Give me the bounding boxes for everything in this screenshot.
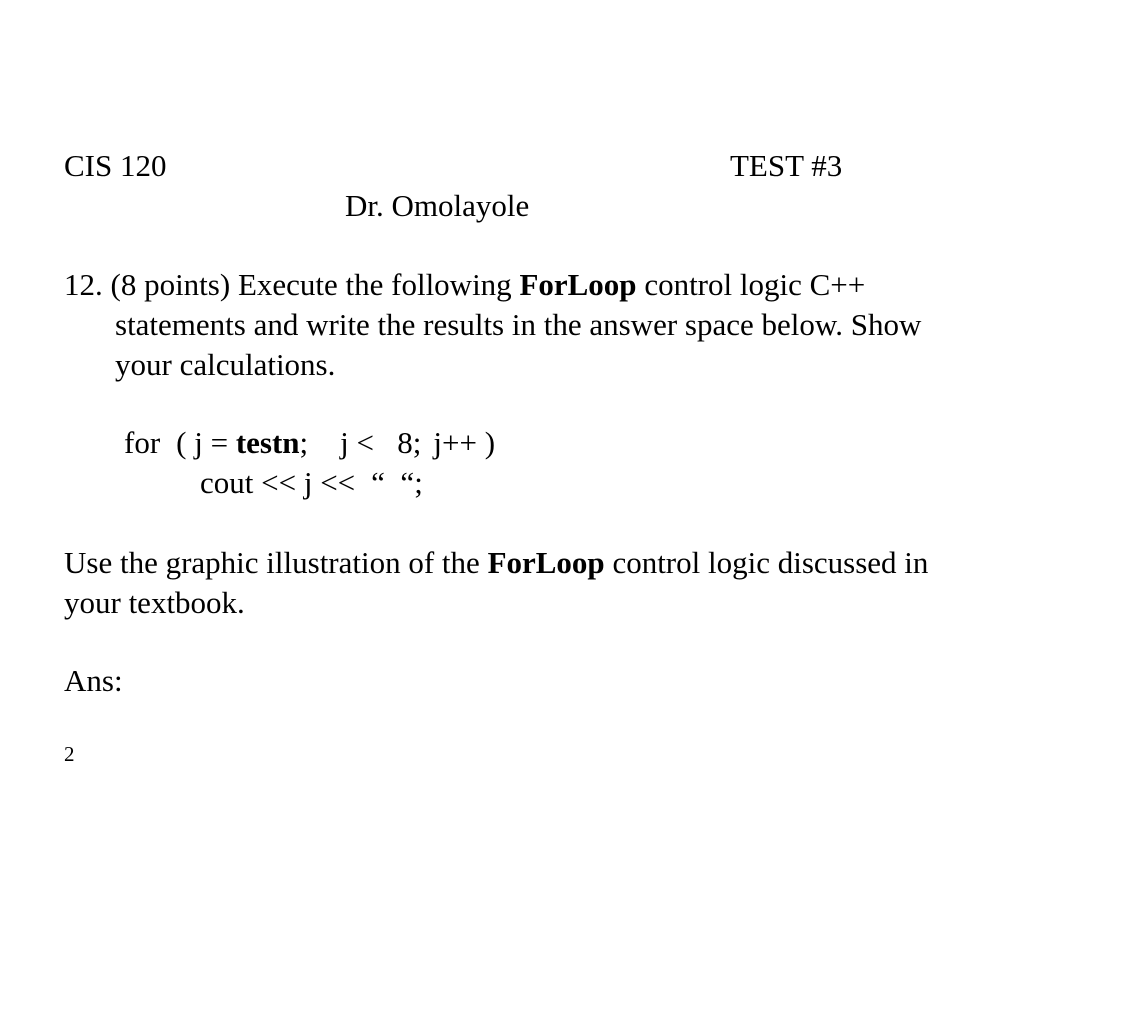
code-condition: j < 8; bbox=[340, 425, 422, 460]
code-cout: cout << j << bbox=[200, 465, 356, 500]
question-text-end: control logic C++ bbox=[644, 267, 866, 302]
question-12 bbox=[64, 265, 1024, 385]
answer-label: Ans: bbox=[64, 663, 123, 698]
question-keyword: ForLoop bbox=[519, 267, 637, 302]
instructor-name: Dr. Omolayole bbox=[345, 188, 530, 223]
test-title: TEST #3 bbox=[730, 148, 843, 183]
instruction-line-1 bbox=[64, 543, 928, 583]
instruction-text bbox=[64, 543, 928, 623]
question-line-2: statements and write the results in the answer space below. Show bbox=[115, 307, 922, 342]
code-semicolon: ; bbox=[299, 425, 309, 460]
code-cout-statement bbox=[200, 463, 423, 503]
page-number: 2 bbox=[64, 742, 75, 766]
code-for-statement bbox=[124, 423, 495, 463]
question-line-1 bbox=[64, 265, 1024, 305]
question-line-3: your calculations. bbox=[115, 347, 336, 382]
code-open: ( j = bbox=[176, 425, 229, 460]
code-for-keyword: for bbox=[124, 425, 161, 460]
instruction-text-start: Use the graphic illustration of the bbox=[64, 545, 480, 580]
code-string-literal: “ “; bbox=[371, 465, 423, 500]
course-code: CIS 120 bbox=[64, 148, 167, 183]
code-init-variable: testn bbox=[235, 425, 300, 460]
instruction-line-2: your textbook. bbox=[64, 585, 245, 620]
question-text-start: Execute the following bbox=[237, 267, 512, 302]
code-increment: j++ ) bbox=[433, 425, 496, 460]
question-points: (8 points) bbox=[110, 267, 231, 302]
question-number: 12. bbox=[64, 267, 103, 302]
instruction-text-end: control logic discussed in bbox=[612, 545, 929, 580]
instruction-keyword: ForLoop bbox=[487, 545, 605, 580]
